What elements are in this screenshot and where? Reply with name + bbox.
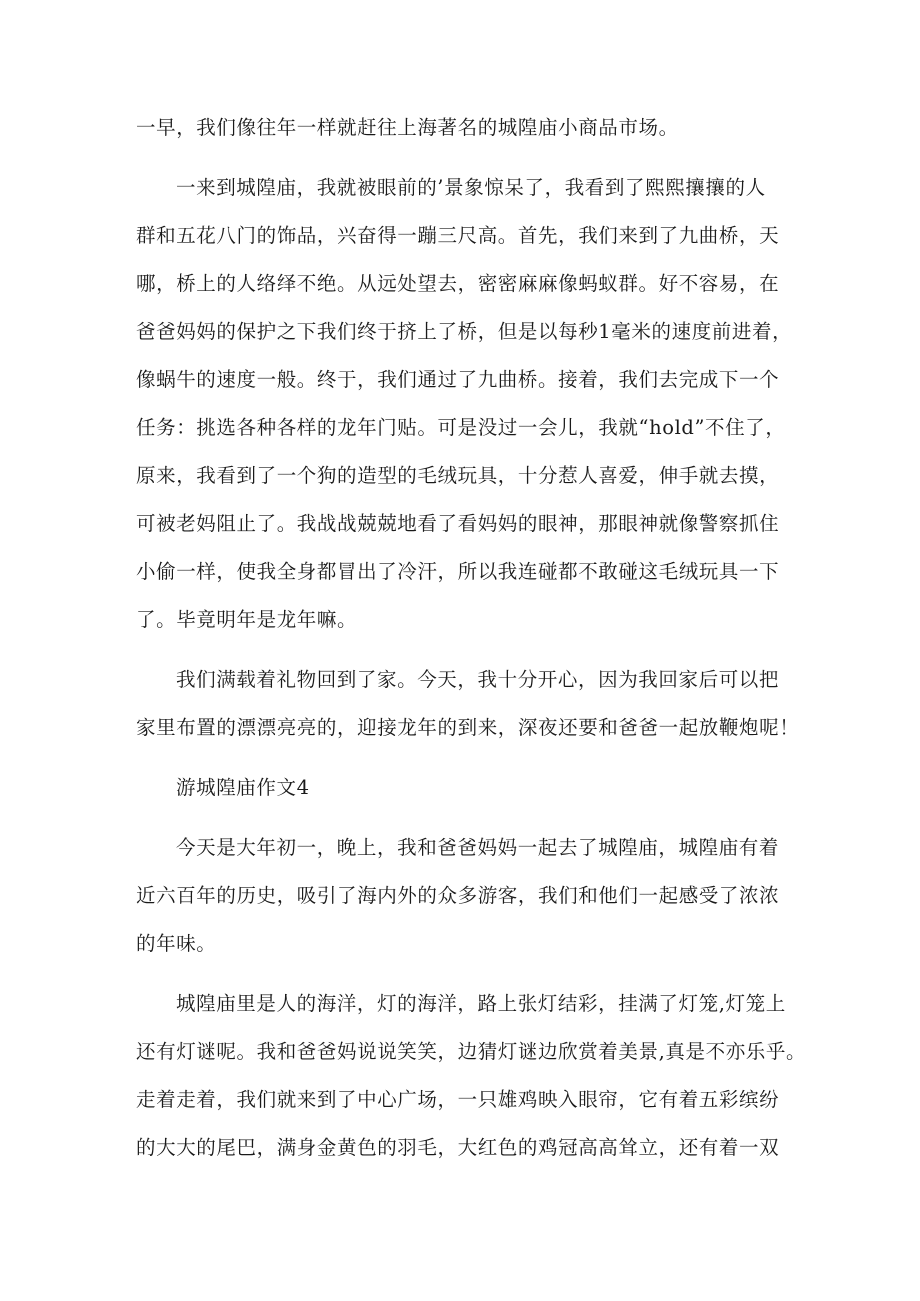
- text-line-4: 哪，桥上的人络绎不绝。从远处望去，密密麻麻像蚂蚁群。好不容易，在: [136, 272, 780, 295]
- text-line-21: 的大大的尾巴，满身金黄色的羽毛，大红色的鸡冠高高耸立，还有着一双: [136, 1136, 780, 1159]
- text-line-10: 小偷一样，使我全身都冒出了冷汗，所以我连碰都不敢碰这毛绒玩具一下: [136, 560, 780, 583]
- text-line-20: 走着走着，我们就来到了中心广场，一只雄鸡映入眼帘，它有着五彩缤纷: [136, 1088, 780, 1111]
- text-line-6: 像蜗牛的速度一般。终于，我们通过了九曲桥。接着，我们去完成下一个: [136, 368, 780, 391]
- section-heading: 游城隍庙作文4: [176, 776, 310, 799]
- text-line-9: 可被老妈阻止了。我战战兢兢地看了看妈妈的眼神，那眼神就像警察抓住: [136, 512, 780, 535]
- text-line-8: 原来，我看到了一个狗的造型的毛绒玩具，十分惹人喜爱，伸手就去摸，: [136, 464, 780, 487]
- text-line-13: 家里布置的漂漂亮亮的，迎接龙年的到来，深夜还要和爸爸一起放鞭炮呢！: [136, 716, 800, 739]
- text-line-5: 爸爸妈妈的保护之下我们终于挤上了桥，但是以每秒1毫米的速度前进着，: [136, 320, 793, 343]
- text-line-16: 近六百年的历史，吸引了海内外的众多游客，我们和他们一起感受了浓浓: [136, 884, 780, 907]
- text-line-19: 还有灯谜呢。我和爸爸妈说说笑笑，边猜灯谜边欣赏着美景,真是不亦乐乎。: [136, 1040, 807, 1063]
- text-line-11: 了。毕竟明年是龙年嘛。: [136, 608, 358, 631]
- text-line-17: 的年味。: [136, 932, 217, 955]
- text-line-12: 我们满载着礼物回到了家。今天，我十分开心，因为我回家后可以把: [176, 668, 780, 691]
- text-line-3: 群和五花八门的饰品，兴奋得一蹦三尺高。首先，我们来到了九曲桥，天: [136, 224, 780, 247]
- text-line-1: 一早，我们像往年一样就赶往上海著名的城隍庙小商品市场。: [136, 116, 679, 139]
- text-line-7: 任务：挑选各种各样的龙年门贴。可是没过一会儿，我就“hold”不住了，: [136, 416, 786, 439]
- text-line-18: 城隍庙里是人的海洋，灯的海洋，路上张灯结彩，挂满了灯笼,灯笼上: [176, 992, 786, 1015]
- text-line-15: 今天是大年初一，晚上，我和爸爸妈妈一起去了城隍庙，城隍庙有着: [176, 836, 780, 859]
- text-line-2: 一来到城隍庙，我就被眼前的’景象惊呆了，我看到了熙熙攘攘的人: [176, 176, 766, 199]
